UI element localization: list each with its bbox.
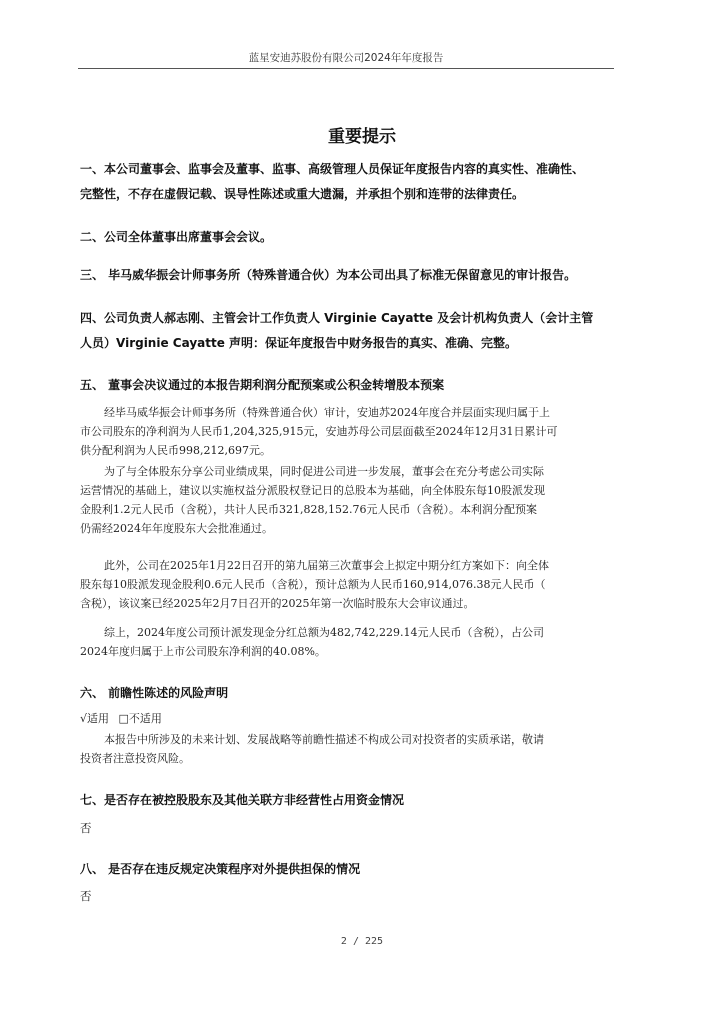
- section-1: [80, 157, 640, 207]
- section-6-heading: 六、 前瞻性陈述的风险声明: [80, 686, 229, 700]
- section-3: 三、 毕马威华振会计师事务所（特殊普通合伙）为本公司出具了标准无保留意见的审计报告。: [80, 268, 577, 282]
- s5p4-line-1: 综上，2024年度公司预计派发现金分红总额为482,742,229.14元人民币（含税），占公司: [104, 626, 544, 639]
- section-5-heading: 五、 董事会决议通过的本报告期利润分配预案或公积金转增股本预案: [80, 378, 445, 392]
- s5p3-line-2: 股东每10股派发现金股利0.6元人民币（含税），预计总额为人民币160,914,076.38元人民币（: [80, 578, 546, 591]
- page-title: 重要提示: [328, 127, 396, 147]
- section-4-line-2: 人员）Virginie Cayatte 声明：保证年度报告中财务报告的真实、准确、完整。: [80, 336, 518, 350]
- section-2: 二、公司全体董事出席董事会会议。: [80, 230, 273, 244]
- s5p2-line-1: 为了与全体股东分享公司业绩成果，同时促进公司进一步发展，董事会在充分考虑公司实际: [104, 465, 544, 478]
- s5p1-line-2: 市公司股东的净利润为人民币1,204,325,915元，安迪苏母公司层面截至2024年12月31日累计可: [80, 425, 558, 438]
- s5p3-line-3: 含税），该议案已经2025年2月7日召开的2025年第一次临时股东大会审议通过。: [80, 597, 475, 610]
- s5p2-line-4: 仍需经2024年年度股东大会批准通过。: [80, 522, 273, 535]
- section-6-checkboxes: [80, 709, 640, 728]
- section-5-paragraph-4: [80, 623, 640, 661]
- section-4-line-1: 四、公司负责人郝志刚、主管会计工作负责人 Virginie Cayatte 及会计机构负责人（会计主管: [80, 311, 594, 325]
- section-7-heading: 七、是否存在被控股股东及其他关联方非经营性占用资金情况: [80, 793, 405, 807]
- section-5-paragraph-3: [80, 556, 640, 613]
- page-header: 蓝星安迪苏股份有限公司2024年年度报告: [78, 50, 614, 69]
- page-number: 2 / 225: [340, 936, 384, 947]
- s5p3-line-1: 此外，公司在2025年1月22日召开的第九届第三次董事会上拟定中期分红方案如下：向全体: [104, 559, 549, 572]
- section-1-line-2: 完整性，不存在虚假记载、误导性陈述或重大遗漏，并承担个别和连带的法律责任。: [80, 187, 525, 201]
- section-5-paragraph-2: [80, 462, 640, 538]
- section-5-paragraph-1: [80, 403, 640, 460]
- section-4: [80, 306, 640, 356]
- section-8-heading: 八、 是否存在违反规定决策程序对外提供担保的情况: [80, 862, 361, 876]
- section-7-answer: 否: [80, 821, 92, 835]
- section-8-answer: 否: [80, 889, 92, 903]
- s5p2-line-2: 运营情况的基础上，建议以实施权益分派股权登记日的总股本为基础，向全体股东每10股派发现: [80, 484, 545, 497]
- s5p4-line-2: 2024年度归属于上市公司股东净利润的40.08%。: [80, 645, 326, 658]
- s6p-line-1: 本报告中所涉及的未来计划、发展战略等前瞻性描述不构成公司对投资者的实质承诺，敬请: [104, 733, 544, 746]
- section-1-line-1: 一、本公司董事会、监事会及董事、监事、高级管理人员保证年度报告内容的真实性、准确性、: [80, 162, 585, 176]
- not-applicable-check: □不适用: [118, 712, 162, 725]
- s5p1-line-1: 经毕马威华振会计师事务所（特殊普通合伙）审计，安迪苏2024年度合并层面实现归属于上: [104, 406, 550, 419]
- section-6-paragraph: [80, 730, 640, 768]
- s5p1-line-3: 供分配利润为人民币998,212,697元。: [80, 444, 271, 457]
- applicable-check: √适用: [80, 712, 110, 725]
- s5p2-line-3: 金股利1.2元人民币（含税），共计人民币321,828,152.76元人民币（含税）。本利润分配预案: [80, 503, 537, 516]
- s6p-line-2: 投资者注意投资风险。: [80, 752, 190, 765]
